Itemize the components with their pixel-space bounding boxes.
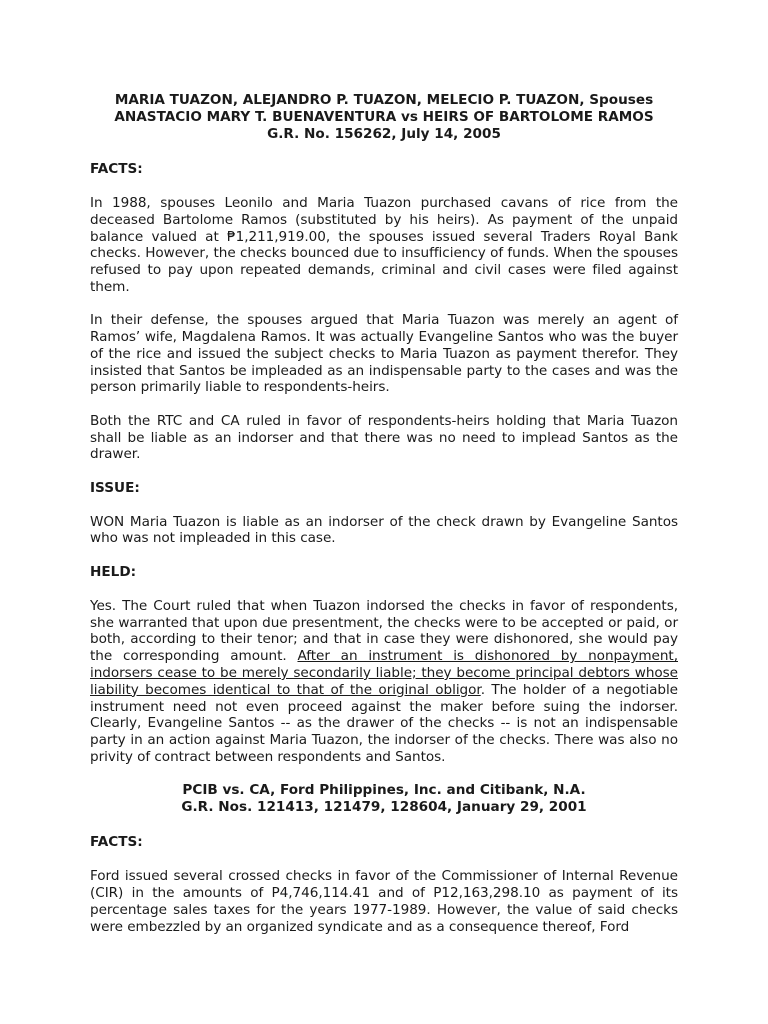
facts-paragraph-1: In 1988, spouses Leonilo and Maria Tuazon purchased cavans of rice from the deceased Bartolome Ramos (substituted by his heirs). As payment of the unpaid balance valued at ₱1,211,919.00, the spouses issued several Traders Royal Bank checks. However, the checks bounced due to insufficiency of funds. When the spouses refused to pay upon repeated demands, criminal and civil cases were filed against them. — [90, 195, 678, 295]
facts-paragraph-2: In their defense, the spouses argued that Maria Tuazon was merely an agent of Ramos’ wife, Magdalena Ramos. It was actually Evangeline Santos who was the buyer of the rice and issued the subject checks to Maria Tuazon as payment therefor. They insisted that Santos be impleaded as an indispensable party to the cases and was the person primarily liable to respondents-heirs. — [90, 312, 678, 396]
held-text-before: Yes. The Court ruled that when Tuazon indorsed the checks in favor of respondents, she warranted that upon due presentment, the checks were to be accepted or paid, or both, according to their tenor; and that in case they were dishonored, she would pay the corresponding amount. — [90, 597, 678, 665]
held-heading: HELD: — [90, 563, 137, 580]
case-title-1 — [90, 92, 678, 143]
facts-paragraph-case-2: Ford issued several crossed checks in favor of the Commissioner of Internal Revenue (CIR) in the amounts of P4,746,114.41 and of P12,163,298.10 as payment of its percentage sales taxes for the years 1977-1989. However, the value of said checks were embezzled by an organized syndicate and as a consequence thereof, Ford — [90, 868, 678, 935]
held-paragraph — [90, 598, 678, 766]
held-underlined-text: After an instrument is dishonored by nonpayment, indorsers cease to be merely secondarily liable; they become principal debtors whose liability becomes identical to that of the original obligor — [90, 648, 678, 698]
held-text-after: . The holder of a negotiable instrument need not even proceed against the maker before suing the indorser. Clearly, Evangeline Santos -- as the drawer of the checks -- is not an indispensable party in an action against Maria Tuazon, the indorser of the checks. There was also no privity of contract between respondents and Santos. — [90, 681, 678, 765]
case-title-1-line-3: G.R. No. 156262, July 14, 2005 — [267, 126, 501, 142]
issue-heading: ISSUE: — [90, 479, 140, 496]
case-title-2-line-1: PCIB vs. CA, Ford Philippines, Inc. and Citibank, N.A. — [182, 782, 586, 799]
case-title-1-line-2: ANASTACIO MARY T. BUENAVENTURA vs HEIRS OF BARTOLOME RAMOS — [114, 109, 654, 125]
facts-paragraph-3: Both the RTC and CA ruled in favor of respondents-heirs holding that Maria Tuazon shall be liable as an indorser and that there was no need to implead Santos as the drawer. — [90, 412, 678, 463]
case-title-2 — [90, 782, 678, 816]
case-title-2-line-2: G.R. Nos. 121413, 121479, 128604, January 29, 2001 — [181, 799, 587, 816]
case-title-1-line-1: MARIA TUAZON, ALEJANDRO P. TUAZON, MELECIO P. TUAZON, Spouses — [114, 92, 654, 108]
facts-heading-1: FACTS: — [90, 161, 143, 177]
issue-paragraph: WON Maria Tuazon is liable as an indorser of the check drawn by Evangeline Santos who was not impleaded in this case. — [90, 513, 678, 547]
facts-heading-2: FACTS: — [90, 834, 143, 851]
